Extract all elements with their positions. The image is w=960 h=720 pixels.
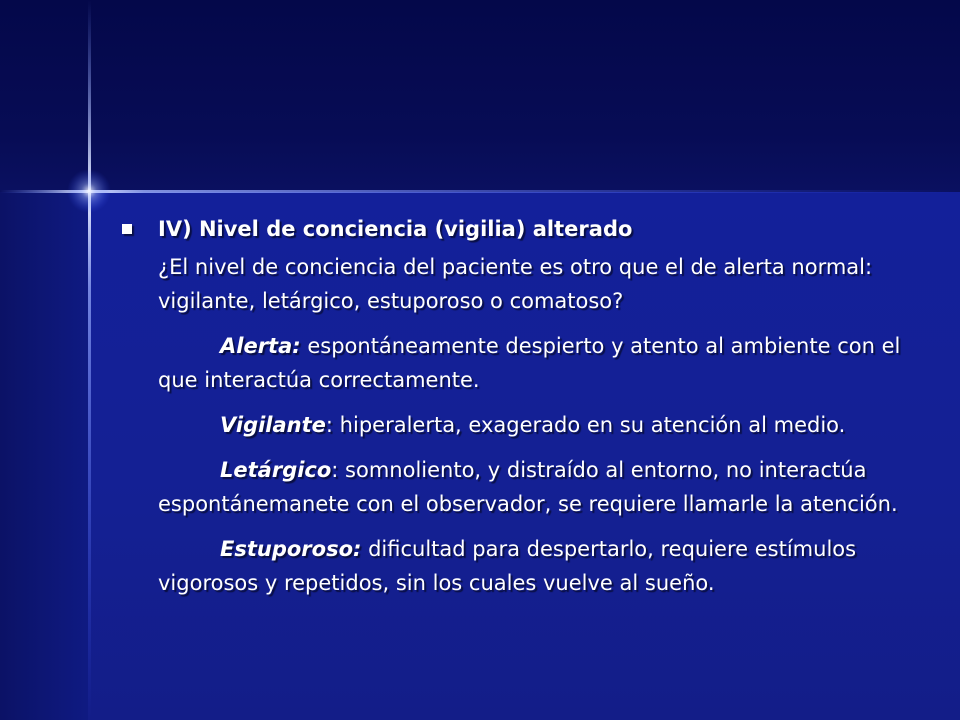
bullet-item [120, 212, 920, 246]
definition-vigilante [120, 408, 920, 442]
definition-alerta [120, 329, 920, 397]
definition-letargico [120, 453, 920, 521]
definition-text: : somnoliento, y distraído al entorno, no interactúa espontánemanete con el observador, se requiere llamarle la atención. [158, 458, 898, 516]
definition-text: : hiperalerta, exagerado en su atención al medio. [325, 413, 846, 437]
definition-term: Alerta: [220, 334, 301, 358]
left-strip [0, 192, 88, 720]
definition-term: Estuporoso: [220, 537, 362, 561]
square-bullet-icon [122, 224, 132, 234]
slide-heading: IV) Nivel de conciencia (vigilia) alterado [158, 217, 633, 241]
definition-term: Vigilante [220, 413, 326, 437]
definition-estuporoso [120, 532, 920, 600]
definition-term: Letárgico [220, 458, 332, 482]
top-band [0, 0, 960, 192]
definition-text: dificultad para despertarlo, requiere estímulos vigorosos y repetidos, sin los cuales vuelve al sueño. [158, 537, 857, 595]
question-paragraph: ¿El nivel de conciencia del paciente es otro que el de alerta normal: vigilante, letárgico, estuporoso o comatoso? [158, 255, 873, 313]
definition-text: espontáneamente despierto y atento al ambiente con el que interactúa correctamente. [158, 334, 901, 392]
slide-body [120, 212, 920, 611]
